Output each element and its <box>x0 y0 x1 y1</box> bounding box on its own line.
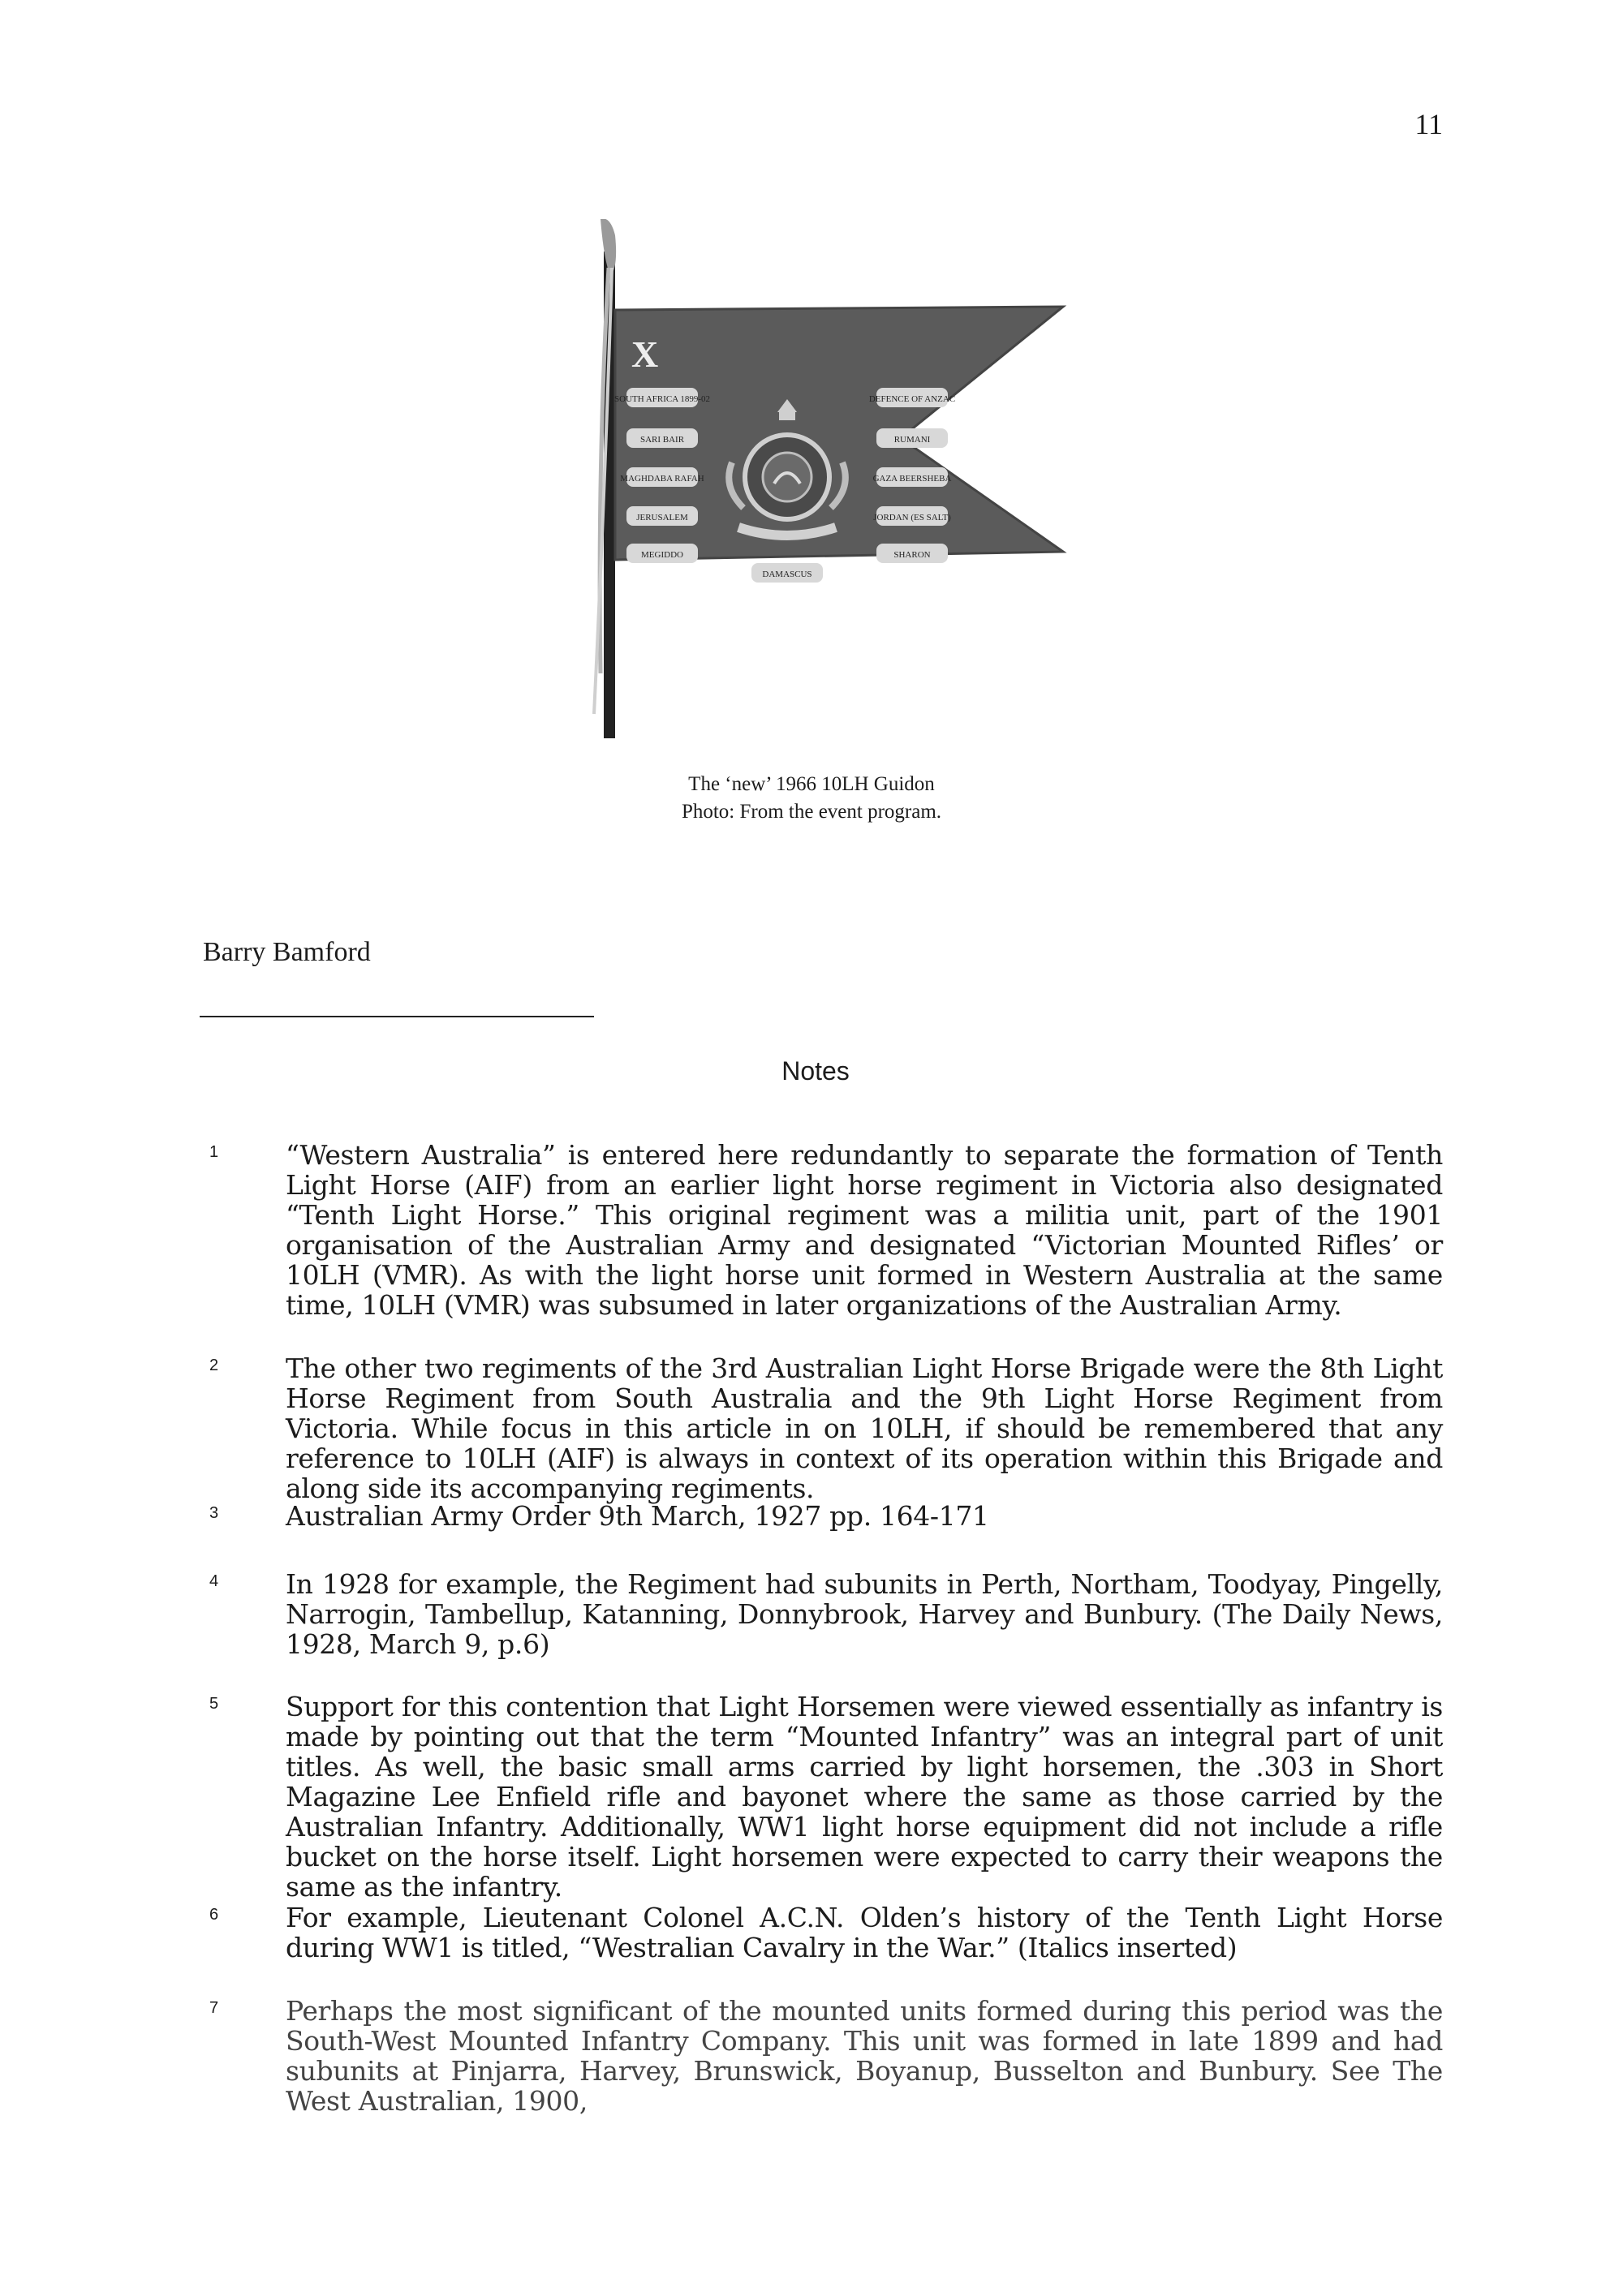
scroll-label: RUMANI <box>893 435 931 445</box>
footnote-text: “Western Australia” is entered here redundantly to separate the formation of Tenth Light Horse (AIF) from an earlier light horse regiment in Victoria also designated “Tenth Light Horse.” This original regiment was a militia unit, part of the 1901 organisation of the Australian Army and designated “Victorian Mounted Rifles’ or 10LH (VMR). As with the light horse unit formed in Western Australia at the same time, 10LH (VMR) was subsumed in later organizations of the Australian Army. <box>286 1139 1443 1321</box>
scroll-label: DEFENCE OF ANZAC <box>868 394 956 404</box>
scroll-label: GAZA BEERSHEBA <box>872 474 952 484</box>
footnote-text: The other two regiments of the 3rd Australian Light Horse Brigade were the 8th Light Horse Regiment from South Australia and the 9th Light Horse Regiment from Victoria. While focus in this article in on 10LH, if should be remembered that any reference to 10LH (AIF) is always in context of its operation within this Brigade and along side its accompanying regiments. <box>286 1352 1443 1504</box>
notes-heading: Notes <box>781 1056 850 1086</box>
footnote-number: 1 <box>209 1143 219 1161</box>
scroll-label: MEGIDDO <box>641 550 683 560</box>
page-number: 11 <box>1414 108 1443 140</box>
footnote-text: Perhaps the most significant of the mounted units formed during this period was the South-West Mounted Infantry Company. This unit was formed in late 1899 and had subunits at Pinjarra, Harvey, Brunswick, Boyanup, Busselton and Bunbury. See The West Australian, 1900, <box>286 1995 1443 2117</box>
flag-mark: X <box>631 333 659 375</box>
guidon-photo <box>519 219 1104 738</box>
scroll-label: DAMASCUS <box>762 570 812 579</box>
scroll-label: SOUTH AFRICA 1899-02 <box>614 394 710 404</box>
footnote-number: 3 <box>209 1504 219 1522</box>
guidon-flag-illustration <box>519 219 1104 738</box>
footnote-text: In 1928 for example, the Regiment had subunits in Perth, Northam, Toodyay, Pingelly, Narrogin, Tambellup, Katanning, Donnybrook, Harvey and Bunbury. (The Daily News, 1928, March 9, p.6) <box>286 1568 1443 1660</box>
scroll-label: SHARON <box>893 550 931 560</box>
photo-caption-title: The ‘new’ 1966 10LH Guidon <box>688 773 935 795</box>
footnote-text: Australian Army Order 9th March, 1927 pp. 164-171 <box>286 1500 989 1532</box>
footnote-number: 4 <box>209 1572 219 1590</box>
footnote-number: 5 <box>209 1695 219 1713</box>
separator-rule <box>200 1016 594 1017</box>
author-name: Barry Bamford <box>203 937 371 967</box>
photo-caption-credit: Photo: From the event program. <box>681 801 942 823</box>
scroll-label: JERUSALEM <box>636 513 688 522</box>
scroll-label: SARI BAIR <box>639 435 685 445</box>
scroll-label: JORDAN (ES SALT) <box>873 513 951 522</box>
footnote-number: 7 <box>209 1999 219 2017</box>
footnote-number: 2 <box>209 1357 219 1374</box>
pole-finial <box>601 219 616 276</box>
footnote-number: 6 <box>209 1906 219 1924</box>
scroll-label: MAGHDABA RAFAH <box>620 474 704 484</box>
footnote-text: For example, Lieutenant Colonel A.C.N. Olden’s history of the Tenth Light Horse during WW1 is titled, “Westralian Cavalry in the War.” (Italics inserted) <box>286 1902 1443 1963</box>
footnote-text: Support for this contention that Light Horsemen were viewed essentially as infantry is made by pointing out that the term “Mounted Infantry” was an integral part of unit titles. As well, the basic small arms carried by light horsemen, the .303 in Short Magazine Lee Enfield rifle and bayonet where the same as those carried by the Australian Infantry. Additionally, WW1 light horse equipment did not include a rifle bucket on the horse itself. Light horsemen were expected to carry their weapons the same as the infantry. <box>286 1691 1443 1903</box>
